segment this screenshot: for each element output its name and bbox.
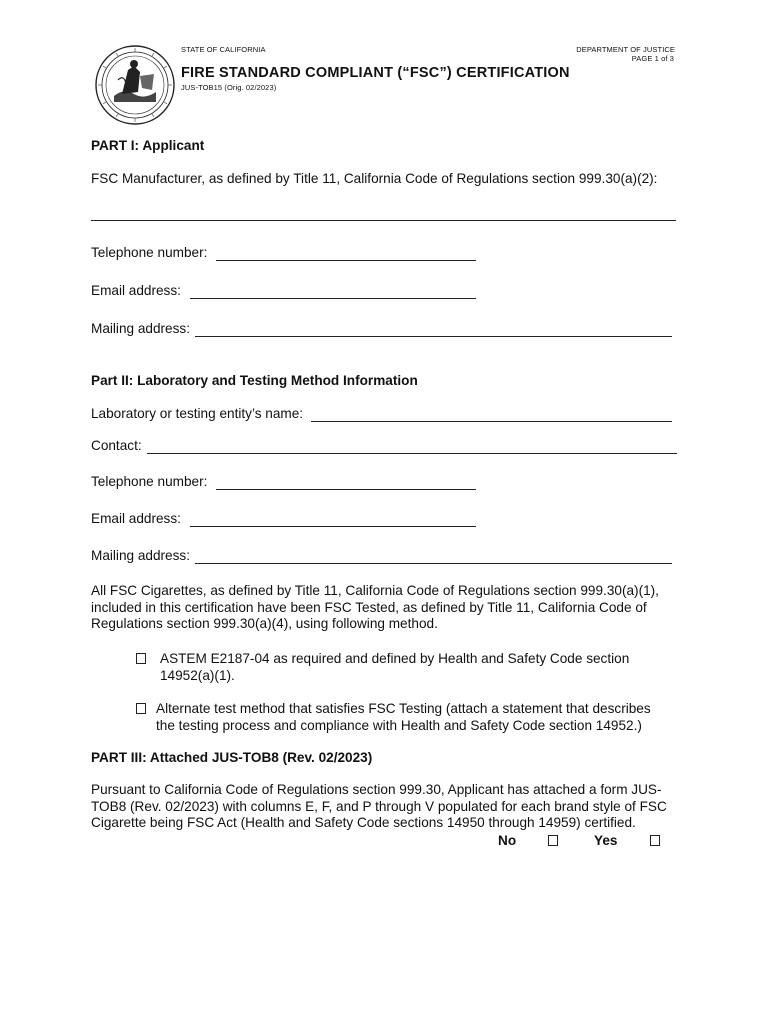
yes-label: Yes — [594, 833, 618, 848]
contact-field[interactable] — [147, 453, 677, 454]
lab-name-label: Laboratory or testing entity’s name: — [91, 406, 304, 421]
astem-method-line1: ASTEM E2187-04 as required and defined by Health and Safety Code section — [160, 651, 630, 666]
no-checkbox[interactable] — [548, 835, 558, 846]
applicant-mailing-label: Mailing address: — [91, 321, 190, 336]
no-label: No — [498, 833, 517, 848]
fsc-tested-statement: All FSC Cigarettes, as defined by Title 11, California Code of Regulations section 999.30(a)(1), included in this certification have been FSC Tested, as defined by Title 11, California Code of Regulations section 999.30(a)(4), using following method. — [91, 583, 659, 631]
california-doj-seal-icon — [94, 44, 176, 126]
lab-email-field[interactable] — [190, 526, 476, 527]
tob8-statement: Pursuant to California Code of Regulations section 999.30, Applicant has attached a form JUS-TOB8 (Rev. 02/2023) with columns E, F, and P through V populated for each brand style of FSC Cigarette being FSC Act (Health and Safety Code sections 14950 through 14959) certified. — [91, 782, 667, 830]
document-title: FIRE STANDARD COMPLIANT (“FSC”) CERTIFICATION — [181, 65, 570, 81]
lab-name-field[interactable] — [311, 421, 672, 422]
yes-checkbox[interactable] — [650, 835, 660, 846]
lab-mailing-label: Mailing address: — [91, 548, 190, 563]
lab-telephone-field[interactable] — [216, 489, 476, 490]
lab-telephone-label: Telephone number: — [91, 474, 208, 489]
alternate-method-checkbox[interactable] — [136, 703, 146, 714]
part1-heading: PART I: Applicant — [91, 138, 205, 153]
applicant-email-label: Email address: — [91, 283, 181, 298]
lab-email-label: Email address: — [91, 511, 181, 526]
lab-mailing-field[interactable] — [195, 563, 672, 564]
alternate-method-line2: the testing process and compliance with Health and Safety Code section 14952.) — [156, 718, 642, 733]
form-code: JUS-TOB15 (Orig. 02/2023) — [181, 83, 277, 92]
applicant-telephone-field[interactable] — [216, 260, 476, 261]
part3-heading: PART III: Attached JUS-TOB8 (Rev. 02/2023) — [91, 750, 373, 765]
part2-heading: Part II: Laboratory and Testing Method Information — [91, 373, 418, 388]
state-of-california-label: STATE OF CALIFORNIA — [181, 45, 266, 54]
applicant-email-field[interactable] — [190, 298, 476, 299]
manufacturer-label: FSC Manufacturer, as defined by Title 11, California Code of Regulations section 999.30(a)(2): — [91, 171, 658, 186]
contact-label: Contact: — [91, 438, 142, 453]
alternate-method-line1: Alternate test method that satisfies FSC Testing (attach a statement that describes — [156, 701, 651, 716]
astem-method-checkbox[interactable] — [136, 653, 146, 664]
manufacturer-name-field[interactable] — [91, 220, 676, 221]
page-number: PAGE 1 of 3 — [631, 54, 674, 63]
department-label: DEPARTMENT OF JUSTICE — [576, 45, 675, 54]
applicant-telephone-label: Telephone number: — [91, 245, 208, 260]
applicant-mailing-field[interactable] — [195, 336, 672, 337]
astem-method-line2: 14952(a)(1). — [160, 668, 235, 683]
